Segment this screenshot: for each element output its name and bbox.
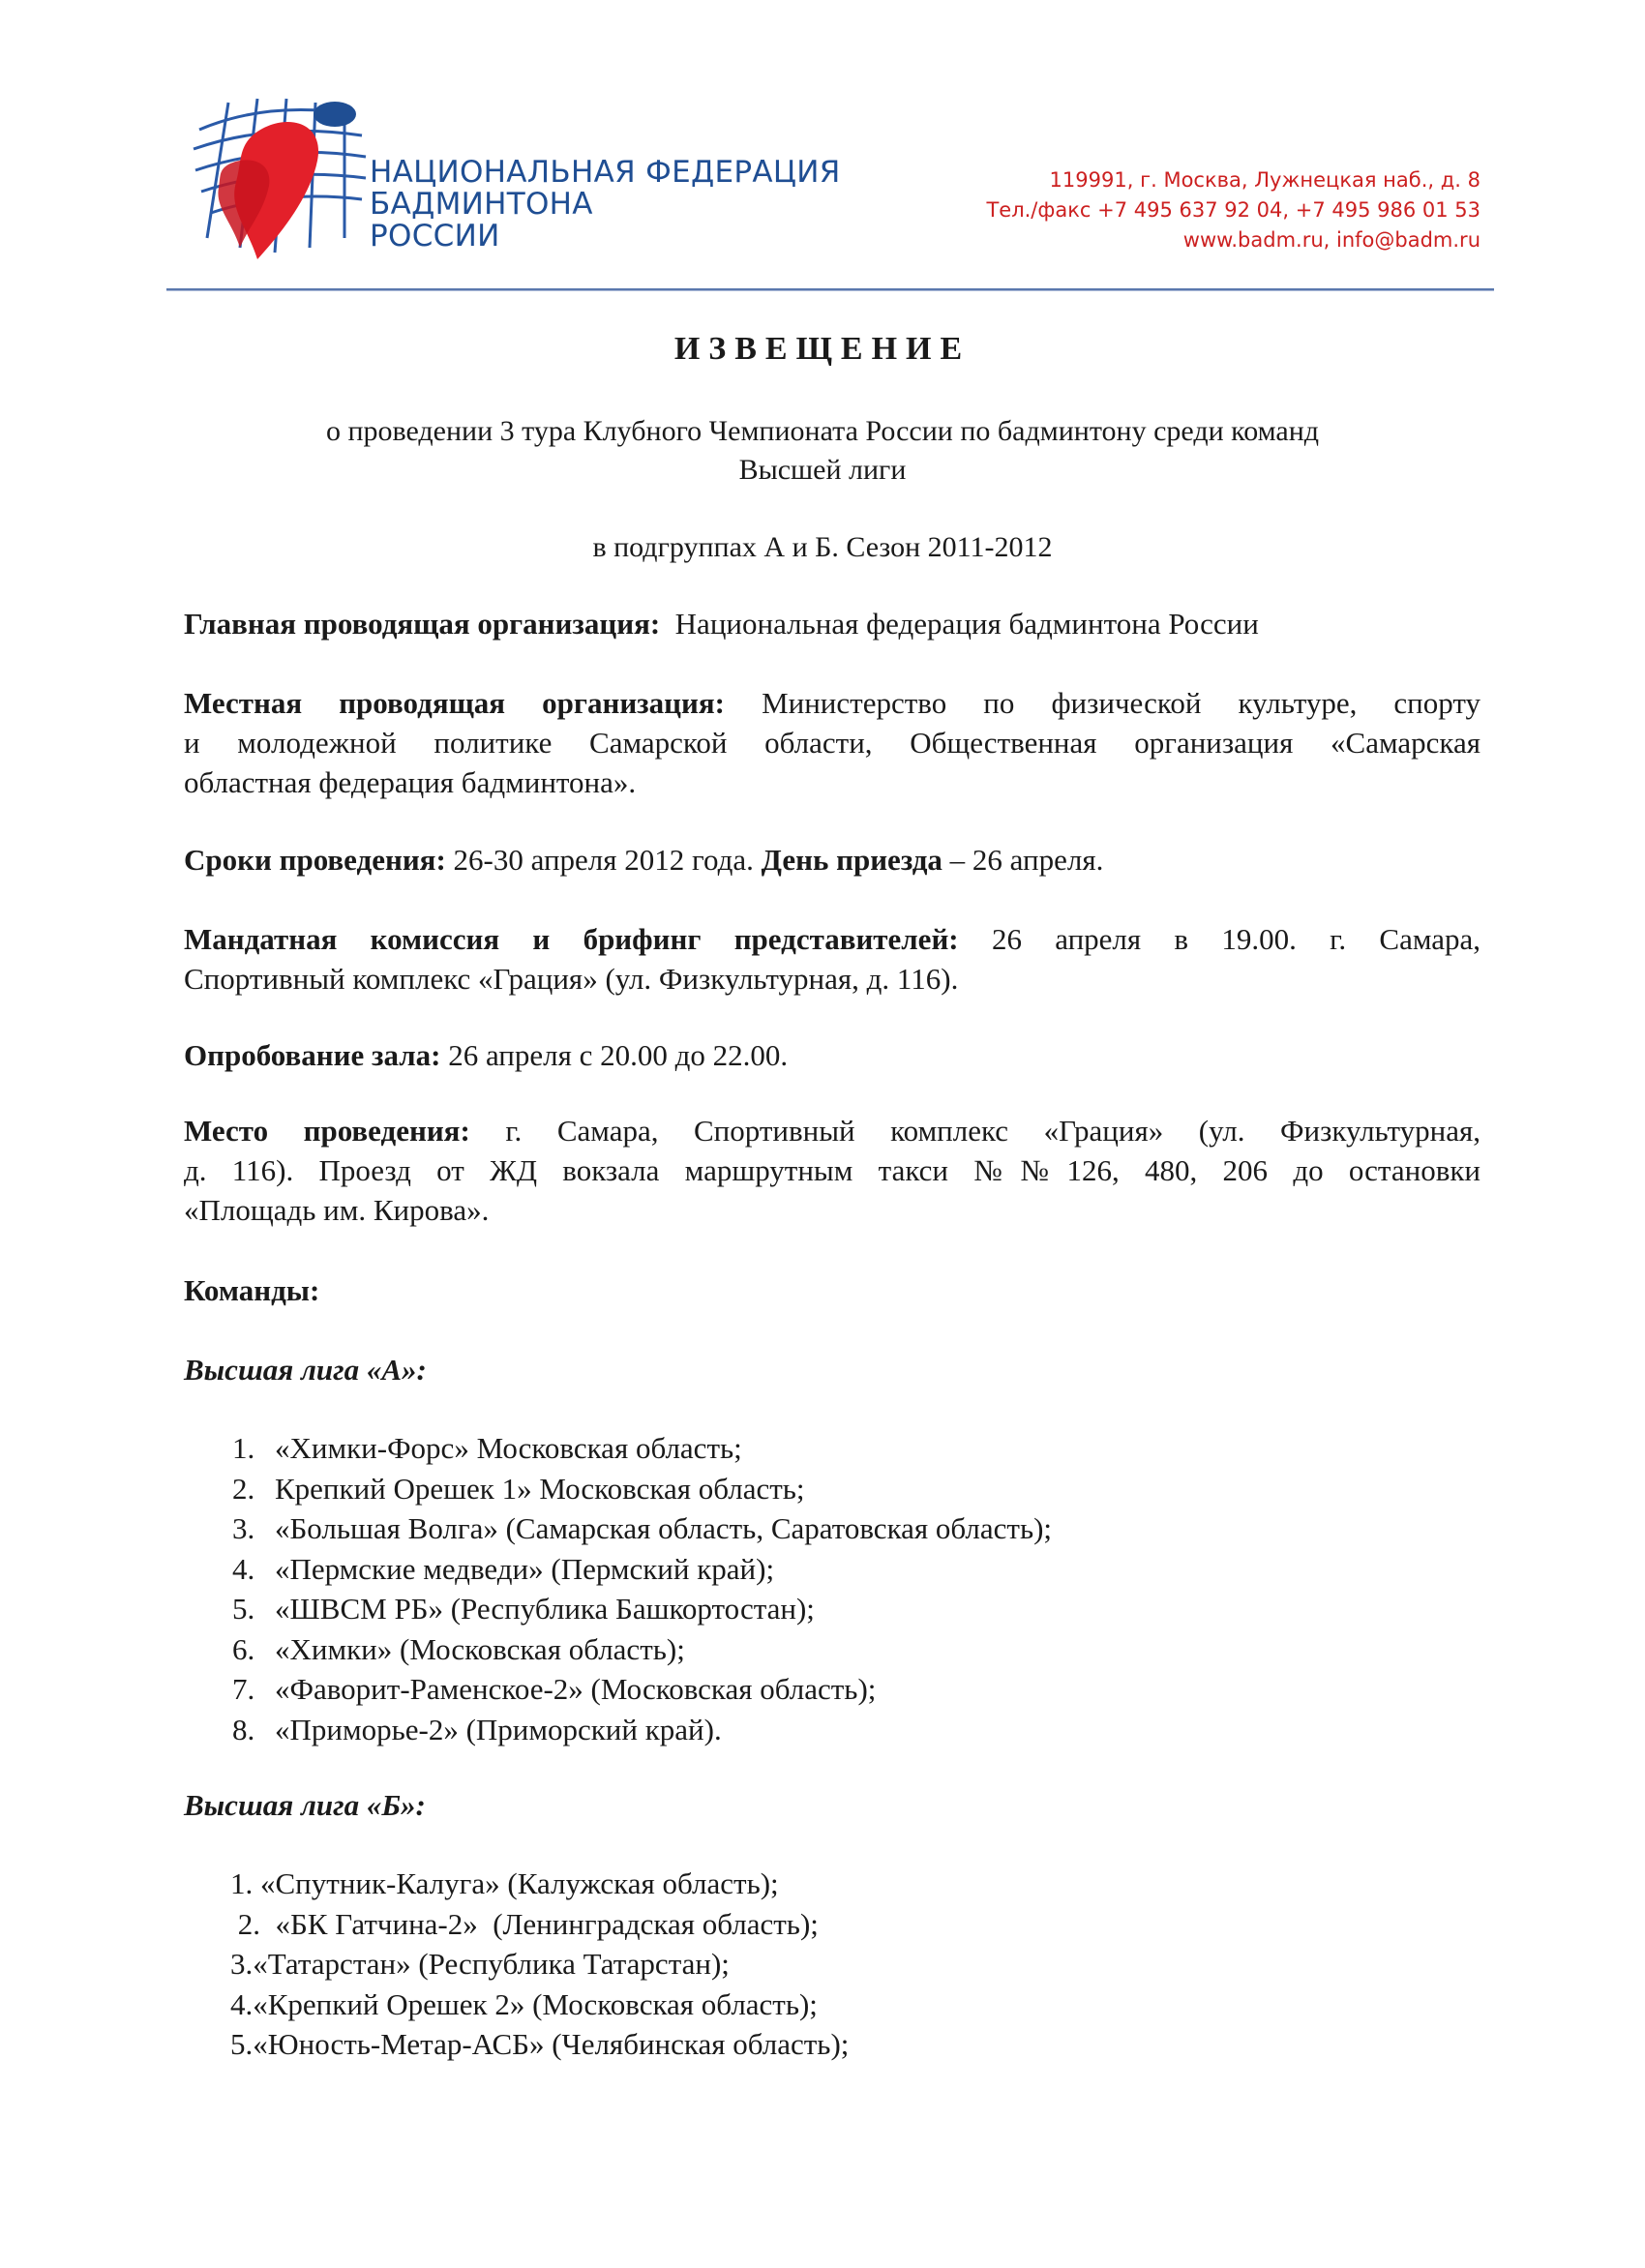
list-item: 3.«Татарстан» (Республика Татарстан);	[230, 1947, 730, 1981]
event-dates	[184, 840, 1480, 880]
address: 119991, г. Москва, Лужнецкая наб., д. 8	[1049, 168, 1480, 192]
document-title: ИЗВЕЩЕНИЕ	[673, 331, 972, 367]
federation-name-line-1: НАЦИОНАЛЬНАЯ ФЕДЕРАЦИЯ	[370, 155, 841, 190]
local-org-value-2: и молодежной политике Самарской области, Общественная организация «Самарская	[184, 726, 1480, 760]
local-organization	[184, 683, 1480, 802]
venue-value-1: г. Самара, Спортивный комплекс «Грация» (ул. Физкультурная,	[505, 1114, 1481, 1148]
list-item: 5.«Юность-Метар-АСБ» (Челябинская область);	[230, 2027, 850, 2061]
list-item: 5. «ШВСМ РБ» (Республика Башкортостан);	[232, 1592, 815, 1626]
main-org-label: Главная проводящая организация:	[184, 607, 661, 641]
venue-value-3: «Площадь им. Кирова».	[184, 1193, 490, 1227]
list-item: 4.«Крепкий Орешек 2» (Московская область);	[230, 1986, 818, 2021]
web-email: www.badm.ru, info@badm.ru	[1182, 228, 1480, 252]
subtitle-line-2: Высшей лиги	[738, 454, 907, 486]
dates-label: Сроки проведения:	[184, 843, 446, 877]
league-b-team-list	[230, 1864, 849, 2065]
list-item: 2. «БК Гатчина-2» (Ленинградская область);	[230, 1906, 819, 1941]
mandate-value-1: 26 апреля в 19.00. г. Самара,	[991, 922, 1481, 956]
hall-test	[184, 1035, 1480, 1075]
dates-value: 26-30 апреля 2012 года.	[453, 843, 754, 877]
local-org-value-3: областная федерация бадминтона».	[184, 765, 637, 799]
local-org-value-1: Министерство по физической культуре, спорту	[762, 686, 1481, 720]
arrival-value: – 26 апреля.	[949, 843, 1104, 877]
venue-value-2: д. 116). Проезд от ЖД вокзала маршрутным такси №№126, 480, 206 до остановки	[184, 1153, 1480, 1187]
federation-name-line-3: РОССИИ	[370, 219, 500, 254]
list-item: 4. «Пермские медведи» (Пермский край);	[232, 1551, 775, 1586]
local-org-label: Местная проводящая организация:	[184, 686, 725, 720]
document-subtitle	[0, 412, 1645, 490]
arrival-label: День приезда	[761, 843, 942, 877]
league-a-title: Высшая лига «А»:	[184, 1353, 427, 1387]
header-divider	[166, 288, 1494, 291]
contact-block	[986, 165, 1480, 255]
list-item: 1. «Спутник-Калуга» (Калужская область);	[230, 1866, 779, 1900]
federation-name	[370, 157, 841, 253]
list-item: 1. «Химки-Форс» Московская область;	[232, 1431, 742, 1465]
list-item: 8. «Приморье-2» (Приморский край).	[232, 1712, 722, 1746]
main-organization	[184, 604, 1480, 643]
list-item: 2. Крепкий Орешек 1» Московская область;	[232, 1471, 805, 1506]
phone-fax: Тел./факс +7 495 637 92 04, +7 495 986 01 53	[986, 198, 1480, 222]
federation-name-line-2: БАДМИНТОНА	[370, 187, 593, 222]
subgroups-season: в подгруппах А и Б. Сезон 2011-2012	[592, 531, 1053, 563]
league-a-team-list	[232, 1428, 1052, 1749]
mandate-commission	[184, 919, 1480, 999]
teams-heading: Команды:	[184, 1273, 320, 1307]
venue	[184, 1111, 1480, 1230]
league-b-title: Высшая лига «Б»:	[184, 1788, 426, 1822]
federation-logo	[190, 93, 383, 262]
subtitle-line-1: о проведении 3 тура Клубного Чемпионата России по бадминтону среди команд	[325, 415, 1320, 447]
mandate-label: Мандатная комиссия и брифинг представителей:	[184, 922, 959, 956]
main-org-value: Национальная федерация бадминтона России	[674, 607, 1259, 641]
mandate-value-2: Спортивный комплекс «Грация» (ул. Физкультурная, д. 116).	[184, 962, 959, 996]
hall-test-label: Опробование зала:	[184, 1038, 441, 1072]
list-item: 7. «Фаворит-Раменское-2» (Московская область);	[232, 1672, 877, 1706]
list-item: 6. «Химки» (Московская область);	[232, 1631, 685, 1666]
list-item: 3. «Большая Волга» (Самарская область, Саратовская область);	[232, 1511, 1053, 1545]
shuttlecock-net-logo-icon	[190, 93, 383, 262]
venue-label: Место проведения:	[184, 1114, 470, 1148]
hall-test-value: 26 апреля с 20.00 до 22.00.	[448, 1038, 789, 1072]
